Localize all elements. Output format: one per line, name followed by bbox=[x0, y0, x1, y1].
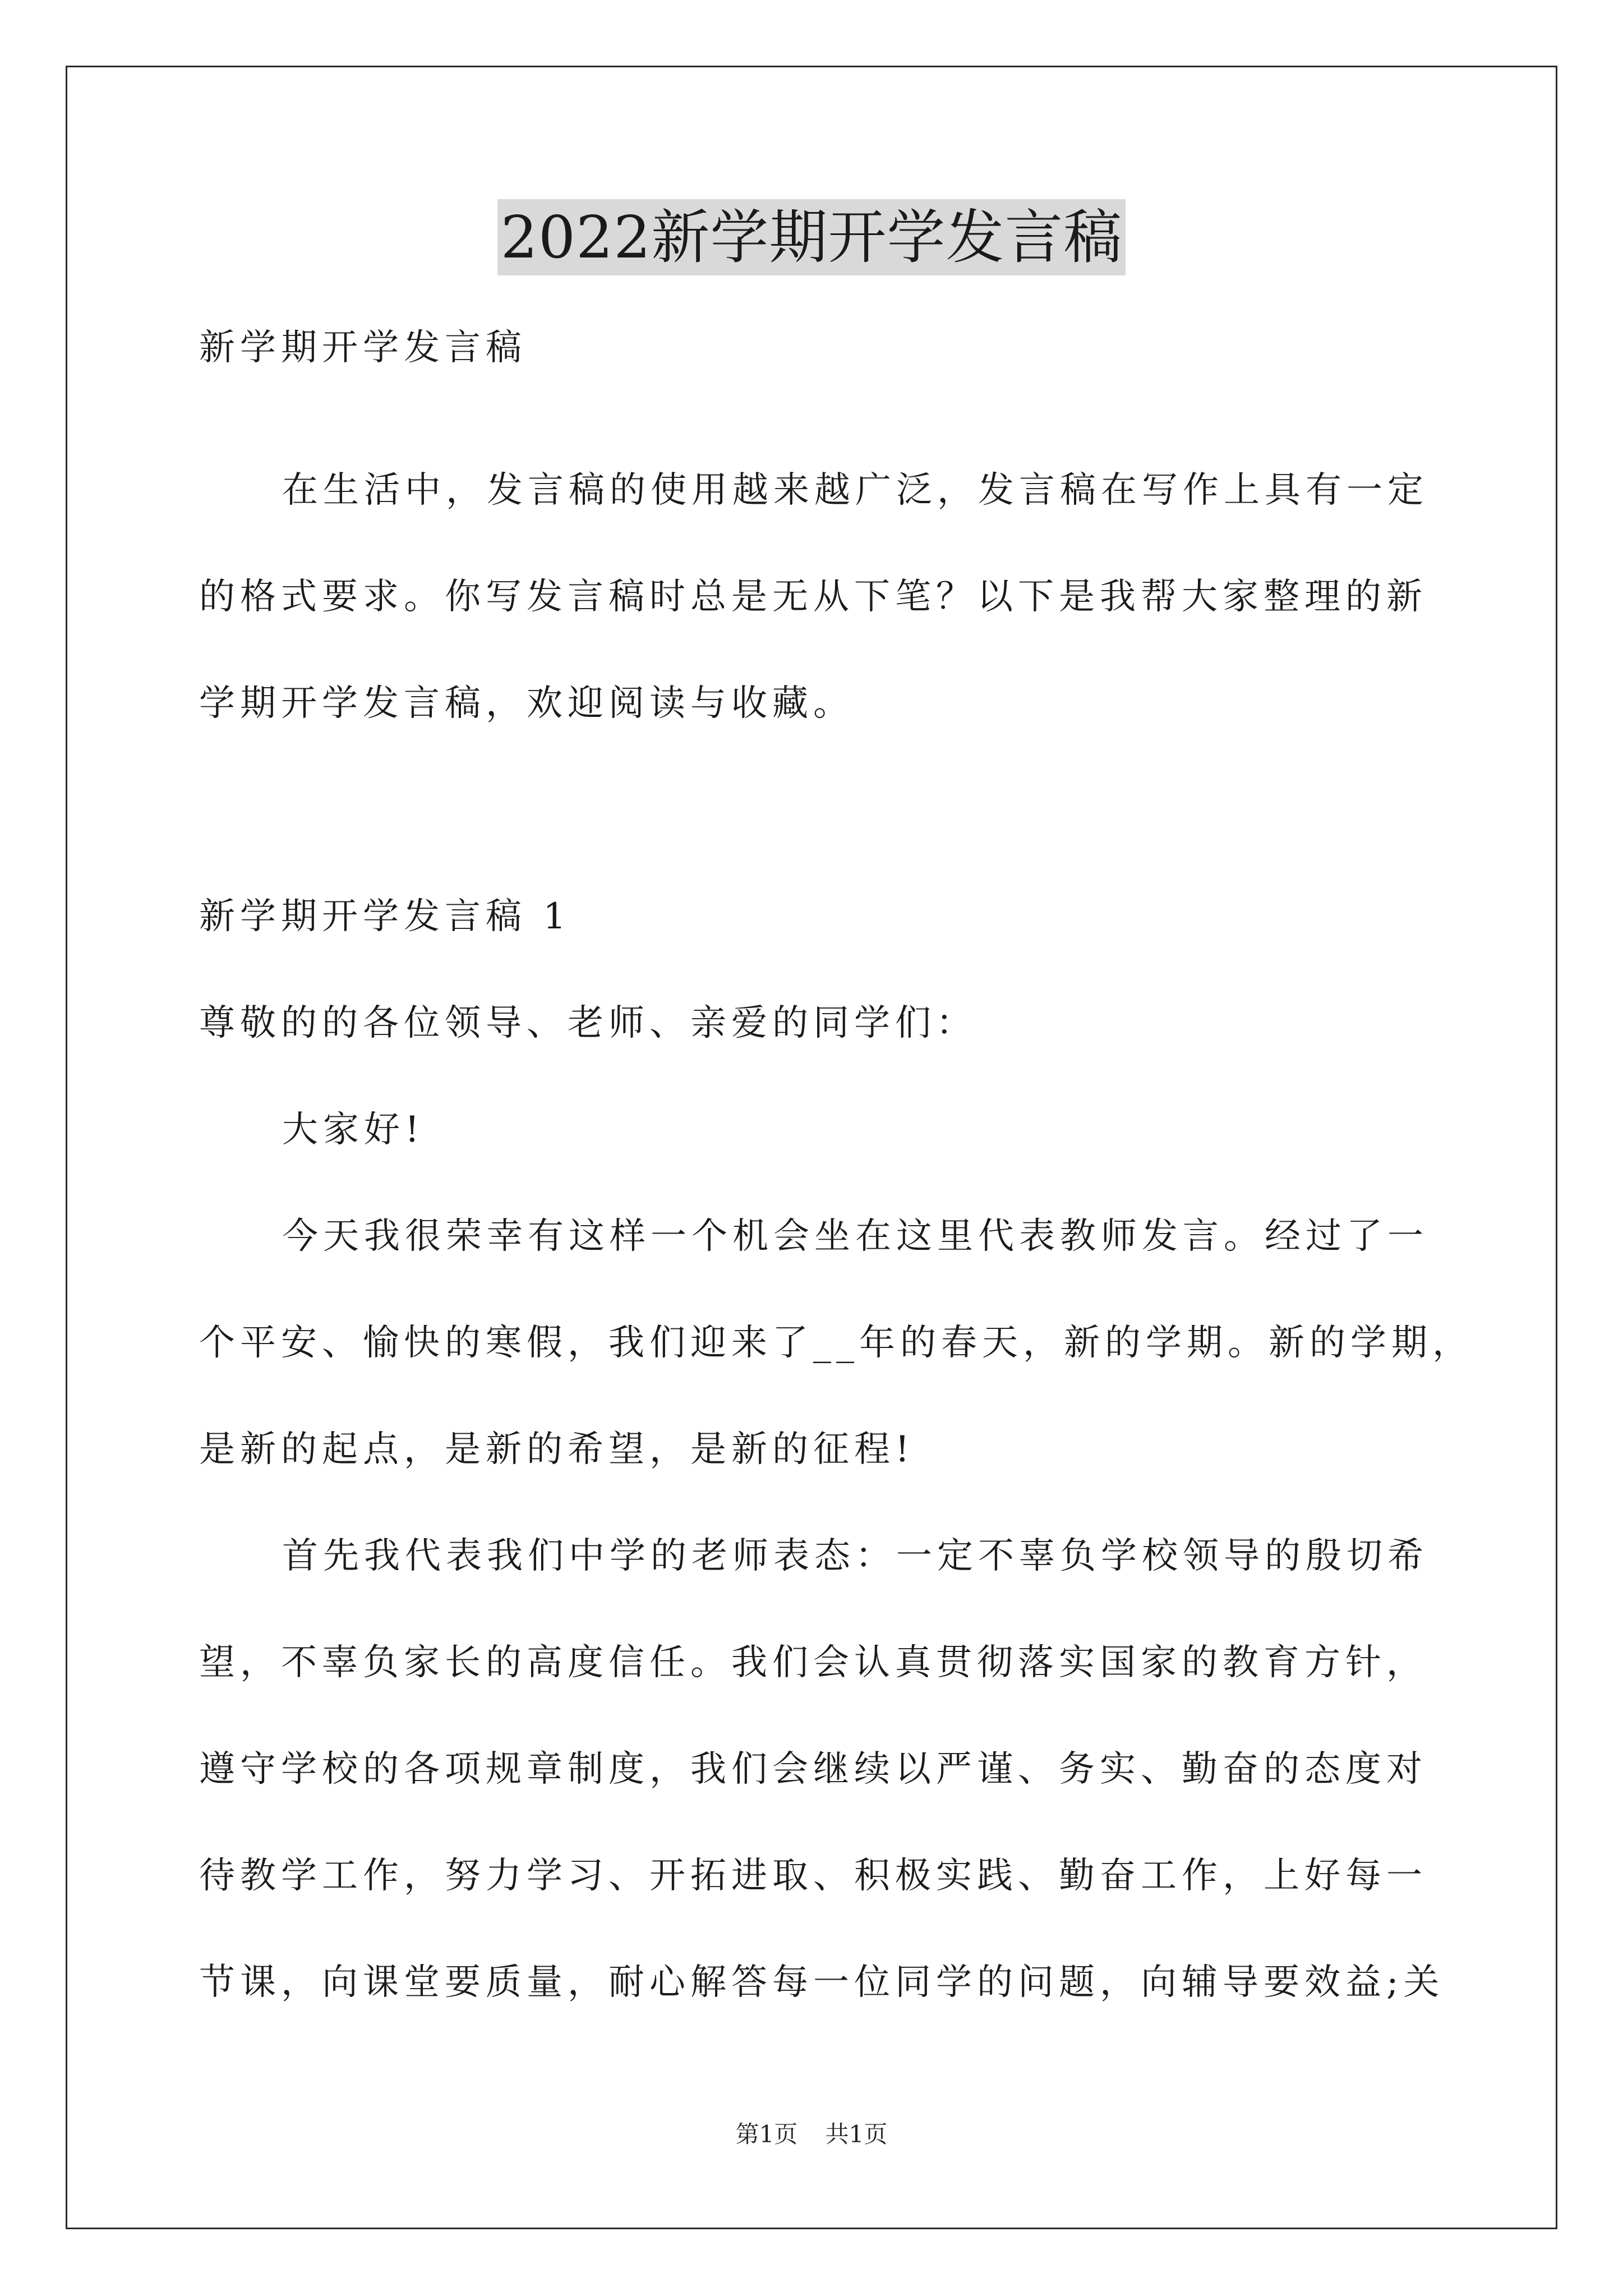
paragraph2-line-1: 首先我代表我们中学的老师表态：一定不辜负学校领导的殷切希 bbox=[282, 1535, 1428, 1577]
document-title: 2022新学期开学发言稿 bbox=[497, 199, 1126, 275]
page-footer bbox=[0, 2116, 1623, 2150]
page-number-current: 第1页 bbox=[735, 2120, 798, 2148]
section-heading: 新学期开学发言稿 1 bbox=[199, 896, 571, 937]
paragraph1-line-1: 今天我很荣幸有这样一个机会坐在这里代表教师发言。经过了一 bbox=[282, 1216, 1428, 1257]
paragraph2-line-2: 望，不辜负家长的高度信任。我们会认真贯彻落实国家的教育方针， bbox=[199, 1642, 1427, 1683]
page-number-total: 共1页 bbox=[825, 2120, 888, 2148]
paragraph2-line-3: 遵守学校的各项规章制度，我们会继续以严谨、务实、勤奋的态度对 bbox=[199, 1749, 1427, 1790]
paragraph1-line-3: 是新的起点，是新的希望，是新的征程! bbox=[199, 1429, 915, 1470]
intro-line-2: 的格式要求。你写发言稿时总是无从下笔？以下是我帮大家整理的新 bbox=[199, 576, 1427, 618]
intro-line-1: 在生活中，发言稿的使用越来越广泛，发言稿在写作上具有一定 bbox=[282, 470, 1428, 511]
subtitle: 新学期开学发言稿 bbox=[199, 327, 527, 369]
greeting: 尊敬的的各位领导、老师、亲爱的同学们： bbox=[199, 1002, 977, 1044]
paragraph1-line-2: 个平安、愉快的寒假，我们迎来了__年的春天，新的学期。新的学期， bbox=[199, 1322, 1473, 1364]
paragraph2-line-4: 待教学工作，努力学习、开拓进取、积极实践、勤奋工作，上好每一 bbox=[199, 1855, 1427, 1897]
paragraph2-line-5: 节课，向课堂要质量，耐心解答每一位同学的问题，向辅导要效益;关 bbox=[199, 1962, 1445, 2003]
hello-line: 大家好! bbox=[282, 1109, 425, 1151]
title-container bbox=[0, 199, 1623, 275]
intro-line-3: 学期开学发言稿，欢迎阅读与收藏。 bbox=[199, 683, 854, 724]
